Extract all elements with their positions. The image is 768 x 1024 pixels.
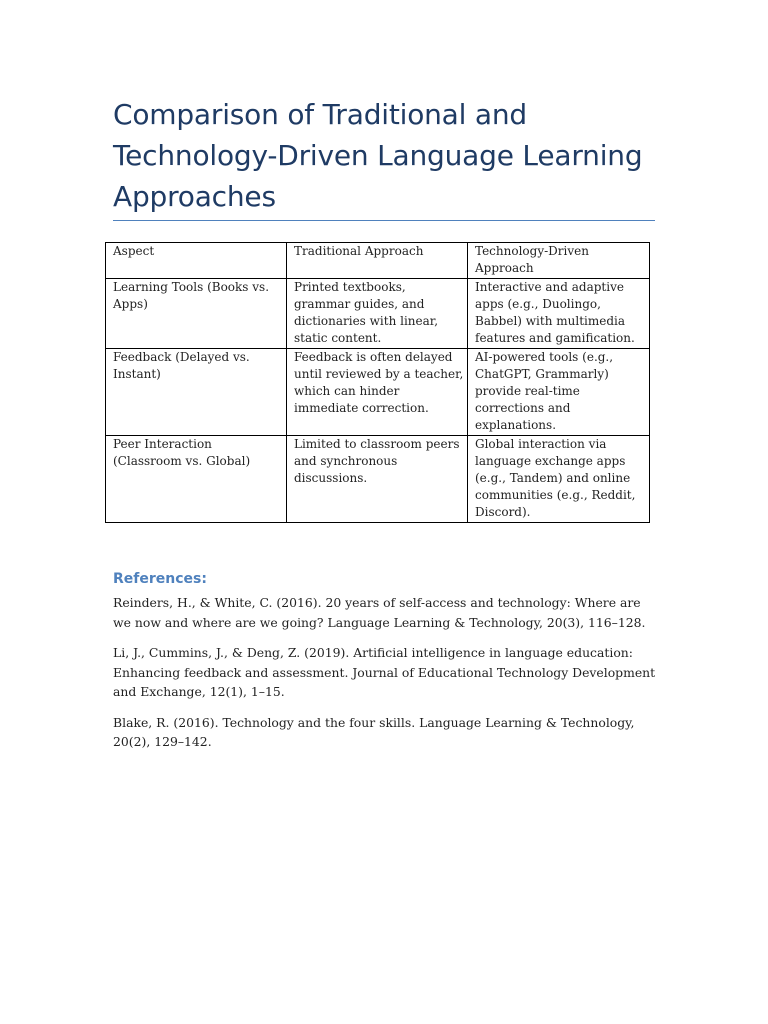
table-header-row — [106, 243, 650, 279]
reference-item: Li, J., Cummins, J., & Deng, Z. (2019). Artificial intelligence in language education: Enhancing feedback and assessment. Journal of Educational Technology Development and Exchange, 12(1), 1–15. — [113, 645, 656, 699]
table-row — [106, 349, 650, 436]
table-cell-traditional: Printed textbooks, grammar guides, and dictionaries with linear, static content. — [287, 279, 468, 349]
table-cell-technology: Interactive and adaptive apps (e.g., Duolingo, Babbel) with multimedia features and gamification. — [468, 279, 650, 349]
table-cell-traditional: Feedback is often delayed until reviewed by a teacher, which can hinder immediate correction. — [287, 349, 468, 436]
table-header-cell: Traditional Approach — [287, 243, 468, 279]
reference-item: Blake, R. (2016). Technology and the four skills. Language Learning & Technology, 20(2), 129–142. — [113, 714, 635, 749]
table-cell-technology: Global interaction via language exchange apps (e.g., Tandem) and online communities (e.g., Reddit, Discord). — [468, 436, 650, 523]
reference-item: Reinders, H., & White, C. (2016). 20 years of self-access and technology: Where are we now and where are we going? Language Learning & Technology, 20(3), 116–128. — [113, 595, 646, 630]
table-row — [106, 436, 650, 523]
comparison-table — [105, 242, 650, 523]
table-cell-aspect: Learning Tools (Books vs. Apps) — [106, 279, 287, 349]
table-cell-aspect: Peer Interaction (Classroom vs. Global) — [106, 436, 287, 523]
table-header-cell: Technology-Driven Approach — [468, 243, 650, 279]
document-title: Comparison of Traditional and Technology-Driven Language Learning Approaches — [113, 98, 643, 213]
table-cell-traditional: Limited to classroom peers and synchronous discussions. — [287, 436, 468, 523]
table-cell-aspect: Feedback (Delayed vs. Instant) — [106, 349, 287, 436]
references-heading: References: — [113, 571, 207, 587]
table-row — [106, 279, 650, 349]
table-cell-technology: AI-powered tools (e.g., ChatGPT, Grammarly) provide real-time corrections and explanations. — [468, 349, 650, 436]
title-underline-rule — [113, 220, 655, 221]
table-header-cell: Aspect — [106, 243, 287, 279]
references-list — [113, 593, 658, 763]
